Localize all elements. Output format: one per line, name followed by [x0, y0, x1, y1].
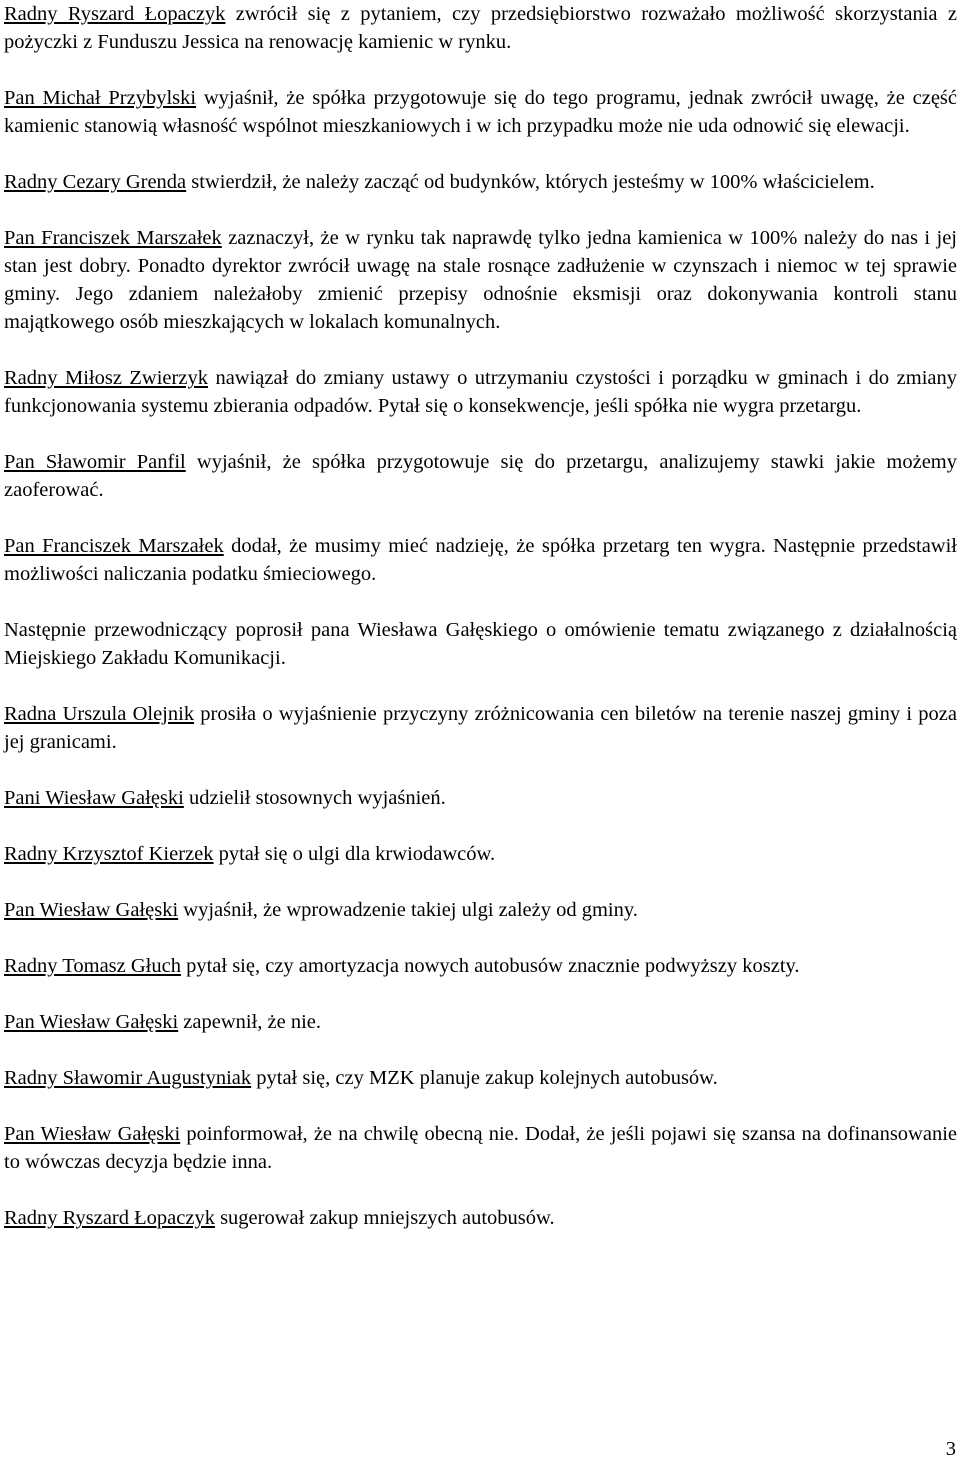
paragraph-12 — [4, 896, 957, 924]
speaker-name: Radny Sławomir Augustyniak — [4, 1067, 252, 1089]
paragraph-15 — [4, 1064, 957, 1092]
speaker-name: Pan Michał Przybylski — [4, 87, 197, 109]
speaker-name: Pan Franciszek Marszałek — [4, 535, 224, 557]
speaker-name: Pan Wiesław Gałęski — [4, 1123, 181, 1145]
paragraph-2 — [4, 84, 957, 140]
paragraph-14 — [4, 1008, 957, 1036]
paragraph-text: wyjaśnił, że spółka przygotowuje się do przetargu, analizujemy stawki jakie możemy zaoferować. — [4, 451, 957, 501]
speaker-name: Radny Tomasz Głuch — [4, 955, 181, 977]
speaker-name: Radny Cezary Grenda — [4, 171, 187, 193]
paragraph-text: zaznaczył, że w rynku tak naprawdę tylko jedna kamienica w 100% należy do nas i jej stan jest dobry. Ponadto dyrektor zwrócił uwagę na stale rosnące zadłużenie w czynszach i niemoc w tej sprawie gminy. Jego zdaniem należałoby zmienić przepisy odnośnie eksmisji oraz dokonywania kontroli stanu majątkowego osób mieszkających w lokalach komunalnych. — [4, 227, 957, 333]
paragraph-10 — [4, 784, 957, 812]
paragraph-17 — [4, 1204, 957, 1232]
paragraph-text: nawiązał do zmiany ustawy o utrzymaniu czystości i porządku w gminach i do zmiany funkcjonowania systemu zbierania odpadów. Pytał się o konsekwencje, jeśli spółka nie wygra przetargu. — [4, 367, 957, 417]
paragraph-text: zapewnił, że nie. — [178, 1011, 322, 1033]
speaker-name: Radny Krzysztof Kierzek — [4, 843, 214, 865]
paragraph-16 — [4, 1120, 957, 1176]
paragraph-text: stwierdził, że należy zacząć od budynków, których jesteśmy w 100% właścicielem. — [186, 171, 875, 193]
speaker-name: Radny Ryszard Łopaczyk — [4, 3, 226, 25]
page-number: 3 — [945, 1438, 956, 1460]
paragraph-text: prosiła o wyjaśnienie przyczyny zróżnicowania cen biletów na terenie naszej gminy i poza jej granicami. — [4, 703, 957, 753]
speaker-name: Pan Wiesław Gałęski — [4, 1011, 179, 1033]
speaker-name: Radna Urszula Olejnik — [4, 703, 195, 725]
paragraph-text: wyjaśnił, że wprowadzenie takiej ulgi zależy od gminy. — [178, 899, 638, 921]
paragraph-13 — [4, 952, 957, 980]
paragraph-11 — [4, 840, 957, 868]
paragraph-text: zwrócił się z pytaniem, czy przedsiębiorstwo rozważało możliwość skorzystania z pożyczki z Funduszu Jessica na renowację kamienic w rynku. — [4, 3, 957, 53]
paragraph-text: poinformował, że na chwilę obecną nie. Dodał, że jeśli pojawi się szansa na dofinansowanie to wówczas decyzja będzie inna. — [4, 1123, 957, 1173]
paragraph-7 — [4, 532, 957, 588]
speaker-name: Radny Ryszard Łopaczyk — [4, 1207, 215, 1229]
paragraph-6 — [4, 448, 957, 504]
paragraph-text: udzielił stosownych wyjaśnień. — [183, 787, 446, 809]
speaker-name: Pan Franciszek Marszałek — [4, 227, 222, 249]
speaker-name: Pan Sławomir Panfil — [4, 451, 186, 473]
paragraph-text: pytał się, czy MZK planuje zakup kolejnych autobusów. — [251, 1067, 718, 1089]
paragraph-text: Następnie przewodniczący poprosił pana Wiesława Gałęskiego o omówienie tematu związanego z działalnością Miejskiego Zakładu Komunikacji. — [4, 619, 957, 669]
speaker-name: Pan Wiesław Gałęski — [4, 899, 179, 921]
speaker-name: Pani Wiesław Gałęski — [4, 787, 184, 809]
paragraph-3 — [4, 168, 957, 196]
paragraph-5 — [4, 364, 957, 420]
paragraph-text: pytał się, czy amortyzacja nowych autobusów znacznie podwyższy koszty. — [180, 955, 800, 977]
paragraph-9 — [4, 700, 957, 756]
paragraph-text: sugerował zakup mniejszych autobusów. — [214, 1207, 555, 1229]
paragraph-text: dodał, że musimy mieć nadzieję, że spółka przetarg ten wygra. Następnie przedstawił możliwości naliczania podatku śmieciowego. — [4, 535, 957, 585]
paragraph-4 — [4, 224, 957, 336]
paragraph-8 — [4, 616, 957, 672]
paragraph-text: wyjaśnił, że spółka przygotowuje się do tego programu, jednak zwrócił uwagę, że część kamienic stanowią własność wspólnot mieszkaniowych i w ich przypadku może nie uda odnowić się elewacji. — [4, 87, 958, 137]
paragraph-1 — [4, 0, 957, 56]
paragraph-text: pytał się o ulgi dla krwiodawców. — [213, 843, 496, 865]
speaker-name: Radny Miłosz Zwierzyk — [4, 367, 208, 389]
